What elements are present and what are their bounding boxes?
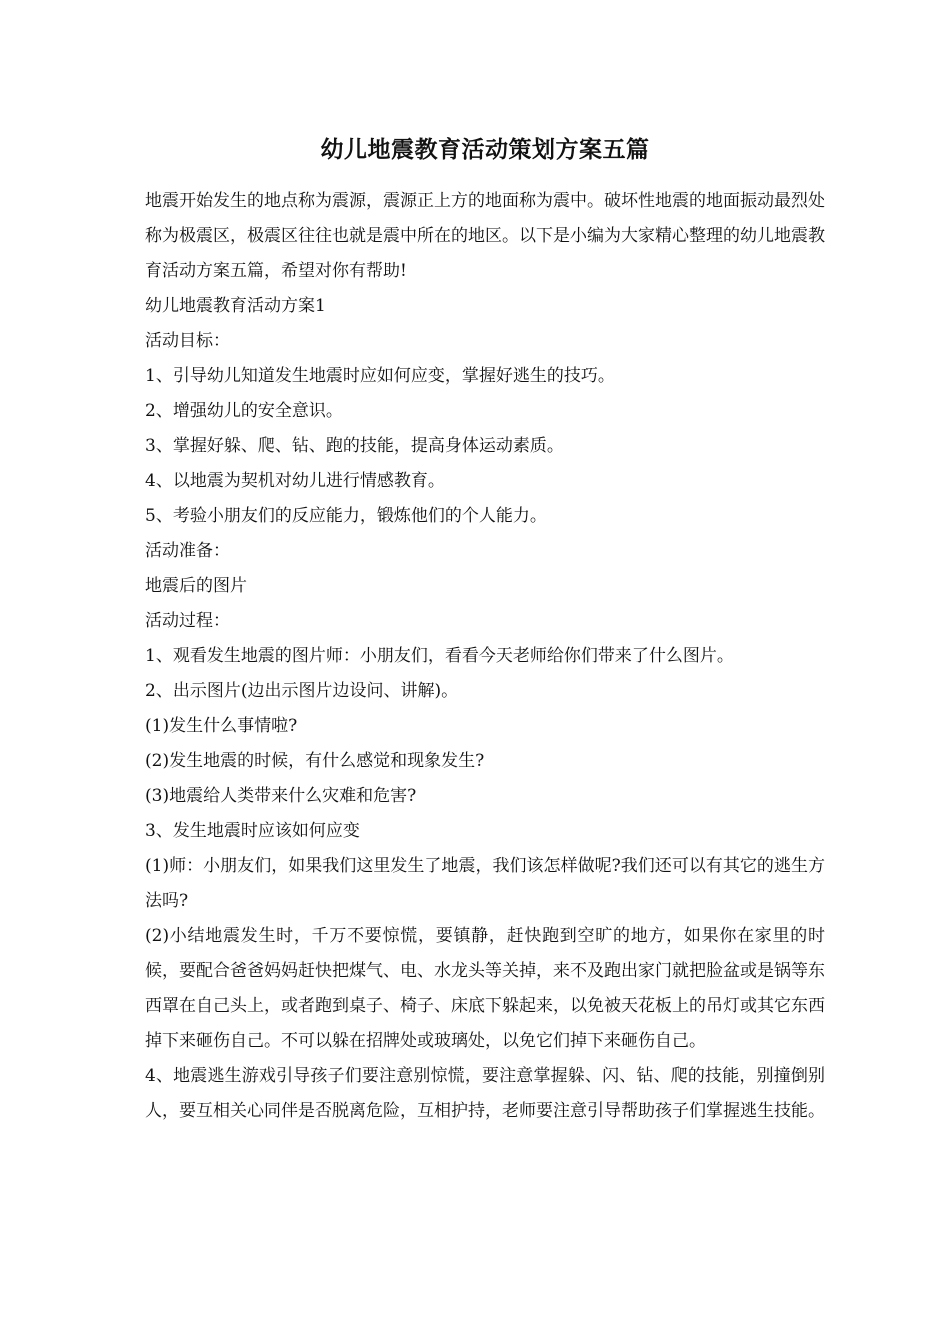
preparation-item: 地震后的图片 xyxy=(145,576,247,596)
process-step-1: 1、观看发生地震的图片师：小朋友们，看看今天老师给你们带来了什么图片。 xyxy=(145,646,734,666)
goal-item-4: 4、以地震为契机对幼儿进行情感教育。 xyxy=(145,471,445,491)
heading-activity-goals: 活动目标： xyxy=(145,331,230,351)
heading-activity-preparation: 活动准备： xyxy=(145,541,230,561)
intro-paragraph: 地震开始发生的地点称为震源，震源正上方的地面称为震中。破坏性地震的地面振动最烈处称为极震区，极震区往往也就是震中所在的地区。以下是小编为大家精心整理的幼儿地震教育活动方案五篇，希望对你有帮助! xyxy=(145,191,825,281)
heading-activity-process: 活动过程： xyxy=(145,611,230,631)
goal-item-1: 1、引导幼儿知道发生地震时应如何应变，掌握好逃生的技巧。 xyxy=(145,366,615,386)
goal-item-2: 2、增强幼儿的安全意识。 xyxy=(145,401,343,421)
process-question-2: (2)发生地震的时候，有什么感觉和现象发生? xyxy=(145,751,485,771)
process-step-3: 3、发生地震时应该如何应变 xyxy=(145,821,360,841)
goal-item-5: 5、考验小朋友们的反应能力，锻炼他们的个人能力。 xyxy=(145,506,547,526)
section-heading-plan-1: 幼儿地震教育活动方案1 xyxy=(145,296,326,316)
document-title: 幼儿地震教育活动策划方案五篇 xyxy=(320,136,650,163)
process-step-2: 2、出示图片(边出示图片边设问、讲解)。 xyxy=(145,681,459,701)
goal-item-3: 3、掌握好躲、爬、钻、跑的技能，提高身体运动素质。 xyxy=(145,436,564,456)
process-step-4: 4、地震逃生游戏引导孩子们要注意别惊慌，要注意掌握躲、闪、钻、爬的技能，别撞倒别人，要互相关心同伴是否脱离危险，互相护持，老师要注意引导帮助孩子们掌握逃生技能。 xyxy=(145,1066,825,1121)
process-question-3: (3)地震给人类带来什么灾难和危害? xyxy=(145,786,417,806)
process-question-1: (1)发生什么事情啦? xyxy=(145,716,298,736)
process-step-3-item-1: (1)师：小朋友们，如果我们这里发生了地震，我们该怎样做呢?我们还可以有其它的逃生方法吗? xyxy=(145,856,825,911)
process-step-3-item-2: (2)小结地震发生时，千万不要惊慌，要镇静，赶快跑到空旷的地方，如果你在家里的时候，要配合爸爸妈妈赶快把煤气、电、水龙头等关掉，来不及跑出家门就把脸盆或是锅等东西罩在自己头上，或者跑到桌子、椅子、床底下躲起来，以免被天花板上的吊灯或其它东西掉下来砸伤自己。不可以躲在招牌处或玻璃处，以免它们掉下来砸伤自己。 xyxy=(145,926,825,1051)
document-body xyxy=(145,128,825,1129)
